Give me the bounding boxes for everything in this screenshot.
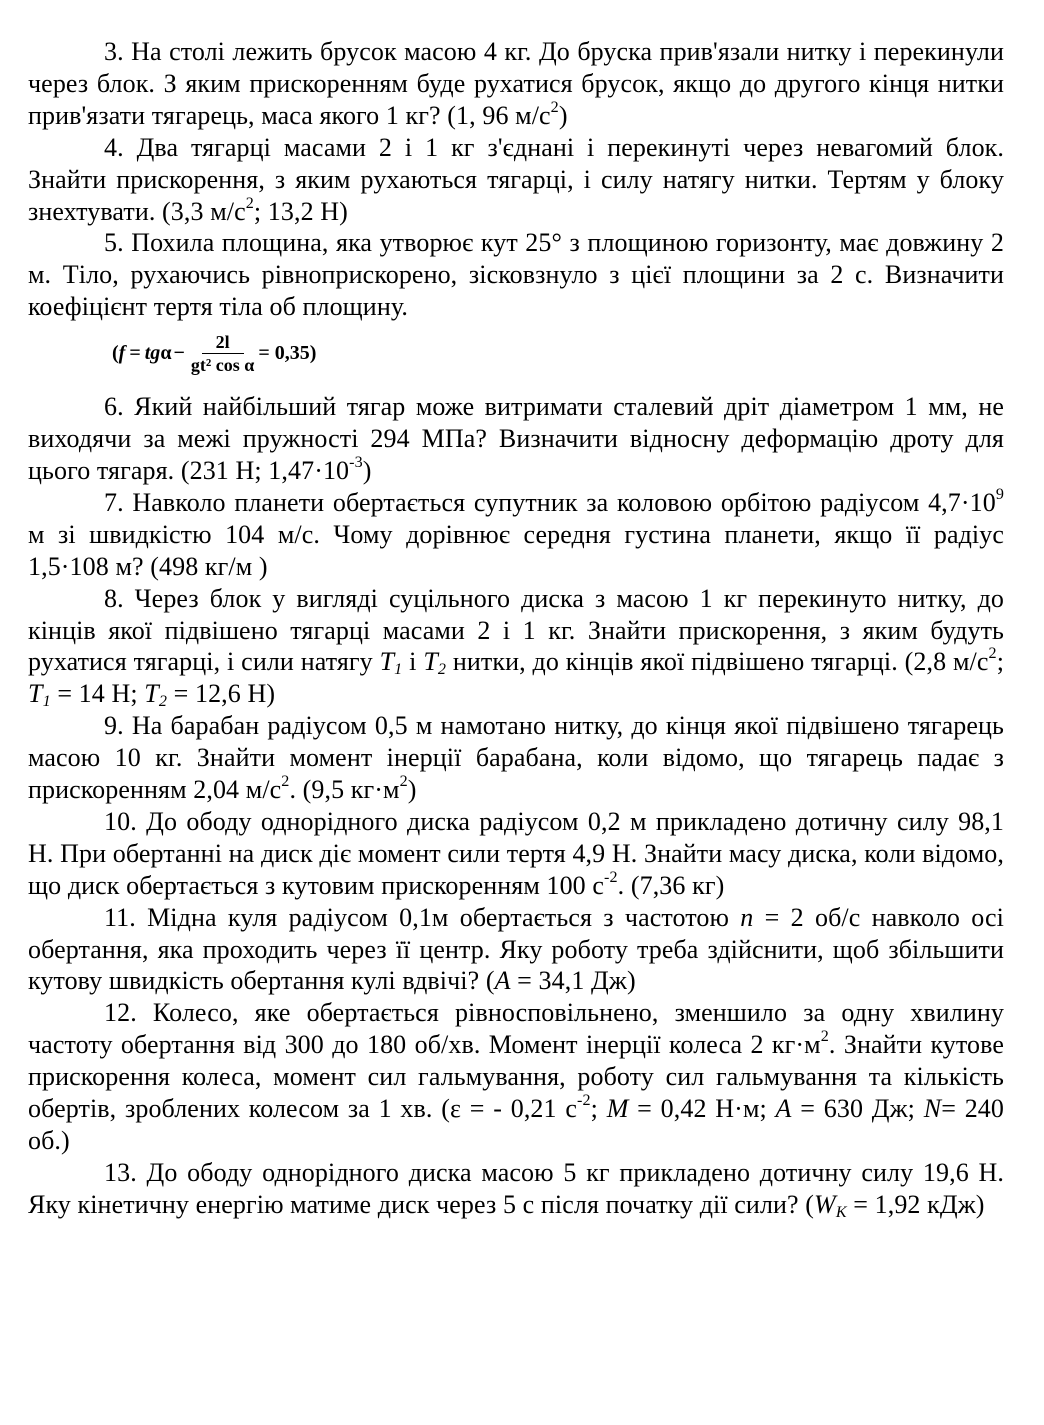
formula-tg: tg xyxy=(144,342,161,365)
problem-8: 8. Через блок у вигляді суцільного диска з масою 1 кг перекинуто нитку, до кінців якої підвішено тягарці масами 2 і 1 кг. Знайти прискорення, з яким будуть рухатися тягарці, і сили натягу $T_1$ і $T_2$ нитки, до кінців якої підвішено тягарці. (2,8 $м/с^2$; $T_1 = 14$ Н; $T_2 = 12,6$ Н) xyxy=(28,583,1005,711)
formula-fraction xyxy=(191,333,254,374)
problem-10: 10. До ободу однорідного диска радіусом 0,2 м прикладено дотичну силу 98,1 Н. При обертанні на диск діє момент сили тертя 4,9 Н. Знайти масу диска, коли відомо, що диск обертається з кутовим прискоренням 100 $с^{-2}$. (7,36 кг) xyxy=(28,806,1004,900)
problem-4: 4. Два тягарці масами 2 і 1 кг з'єднані і перекинуті через невагомий блок. Знайти прискорення, з яким рухаються тягарці, і силу натягу нитки. Тертям у блоку знехтувати. (3,3 $м/с^2$; 13,2 Н) xyxy=(28,132,1004,226)
problem-5: 5. Похила площина, яка утворює кут 25° з площиною горизонту, має довжину 2 м. Тіло, рухаючись рівноприскорено, зісковзнуло з цієї площини за 2 с. Визначити коефіцієнт тертя тіла об площину. xyxy=(28,228,1004,322)
problem-11: 11. Мідна куля радіусом 0,1м обертається з частотою n = 2 об/с навколо осі обертання, яка проходить через її центр. Яку роботу треба здійснити, щоб збільшити кутову швидкість обертання кулі вдвічі? (A = 34,1 Дж) xyxy=(28,902,1004,996)
formula-open: ( xyxy=(112,342,119,365)
document-page xyxy=(28,36,1004,1221)
problem-7: 7. Навколо планети обертається супутник за коловою орбітою радіусом $4,7\cdot 10^9$ м зі швидкістю 104 м/с. Чому дорівнює середня густина планети, якщо її радіус 1,5·108 м? (498 кг/м ) xyxy=(28,485,1004,581)
formula-eq: = xyxy=(129,342,141,365)
problem-12: 12. Колесо, яке обертається рівносповільнено, зменшило за одну хвилину частоту обертання від 300 до 180 об/хв. Момент інерції колеса 2 $кг\cdot м^2$. Знайти кутове прискорення колеса, момент сил гальмування, роботу сил гальмування та кількість обертів, зроблених колесом за 1 хв. (ε = - 0,21 $с^{-2}$; M = 0,42 Н·м; A = 630 Дж; N= 240 об.) xyxy=(28,998,1004,1155)
problem-3: 3. На столі лежить брусок масою 4 кг. До бруска прив'язали нитку і перекинули через блок. З яким прискоренням буде рухатися брусок, якщо до другого кінця нитки прив'язати тягарець, маса якого 1 кг? (1, 96 $м/с^2$) xyxy=(28,37,1004,130)
problem-6: 6. Який найбільший тягар може витримати сталевий дріт діаметром 1 мм, не виходячи за межі пружності 294 МПа? Визначити відносну деформацію дроту для цього тягаря. (231 Н; $1,47\cdot 10^{-3}$) xyxy=(28,392,1004,485)
friction-formula xyxy=(112,329,1004,377)
problem-9: 9. На барабан радіусом 0,5 м намотано нитку, до кінця якої підвішено тягарець масою 10 кг. Знайти момент інерції барабана, коли відомо, що тягарець падає з прискоренням 2,04 $м/с^2$. (9,5 $кг\cdot м^2$) xyxy=(28,711,1004,805)
formula-lhs: f xyxy=(118,342,126,365)
formula-minus: − xyxy=(173,342,185,365)
formula-numerator: 2l xyxy=(202,333,244,354)
problem-13: 13. До ободу однорідного диска масою 5 кг прикладено дотичну силу 19,6 Н. Яку кінетичну енергію матиме диск через 5 с після початку дії сили? ($W_K = 1,92$ кДж) xyxy=(28,1157,1004,1221)
formula-denominator: gt² cos α xyxy=(190,354,255,375)
formula-alpha: α xyxy=(160,342,172,365)
formula-result: = 0,35) xyxy=(258,342,317,365)
